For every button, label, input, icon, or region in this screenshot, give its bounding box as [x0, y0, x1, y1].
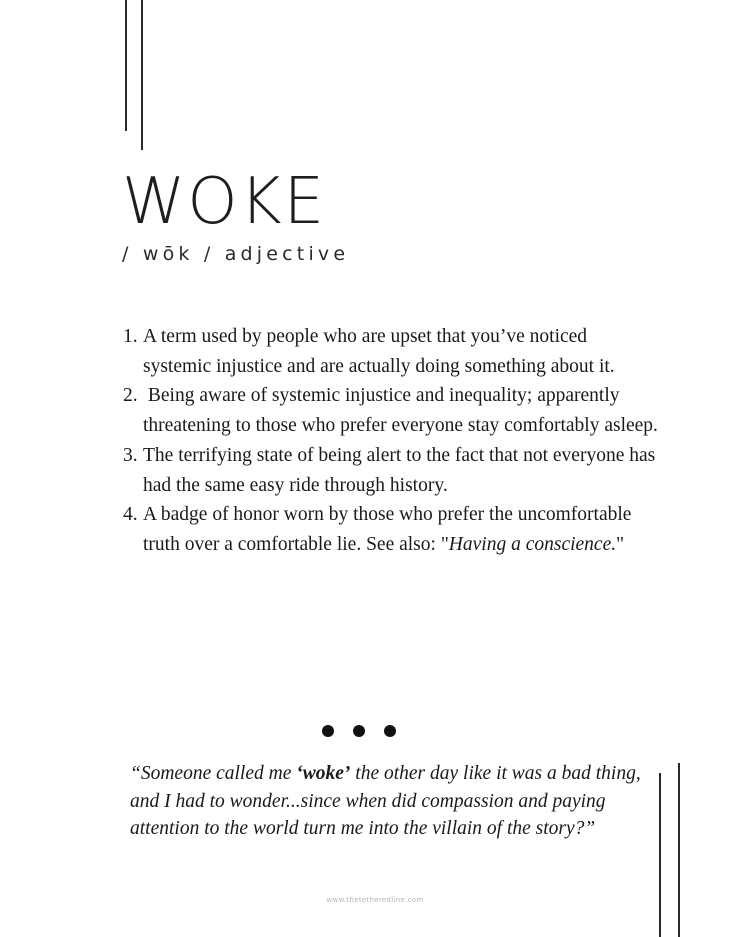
divider-dot — [322, 725, 334, 737]
definition-text: Being aware of systemic injustice and inequality; apparently threatening to those who prefer everyone stay comfortably asleep. — [143, 385, 658, 437]
quote-text-start: “Someone called me — [130, 763, 297, 784]
definition-text: A term used by people who are upset that you’ve noticed systemic injustice and are actually doing something about it. — [143, 326, 615, 377]
divider-dot — [384, 725, 396, 737]
definition-item — [120, 500, 660, 559]
definition-text: A badge of honor worn by those who prefer the uncomfortable truth over a comfortable lie. See also: — [143, 504, 632, 555]
definition-number: 4. — [123, 504, 138, 526]
quote-text-end: the other day like it was a bad thing, and I had to wonder...since when did compassion and paying attention to the world turn me into the villain of the story?” — [130, 763, 641, 839]
definition-list — [120, 322, 660, 560]
decorative-line-top-left-2 — [141, 0, 143, 150]
definition-quote-open: " — [440, 533, 449, 555]
divider-dot — [353, 725, 365, 737]
definition-number: 3. — [123, 444, 138, 466]
page-title: WOKE — [122, 165, 327, 239]
pronunciation: / wōk / adjective — [122, 243, 350, 265]
footer-website: www.thetetheredline.com — [326, 896, 424, 904]
definition-emphasis: Having a conscience. — [448, 533, 617, 555]
decorative-line-bottom-right-2 — [678, 763, 680, 937]
definition-number: 2. — [123, 385, 138, 407]
definition-item — [120, 322, 660, 381]
quote-keyword: ‘woke’ — [296, 763, 351, 784]
decorative-line-top-left-1 — [125, 0, 127, 131]
definition-text: The terrifying state of being alert to the fact that not everyone has had the same easy ride through history. — [143, 444, 656, 496]
closing-quote — [130, 760, 650, 843]
definition-quote-close: " — [616, 533, 625, 555]
definition-item — [120, 381, 660, 440]
decorative-line-bottom-right-1 — [659, 773, 661, 937]
definition-item — [120, 441, 660, 500]
definition-number: 1. — [123, 326, 138, 347]
